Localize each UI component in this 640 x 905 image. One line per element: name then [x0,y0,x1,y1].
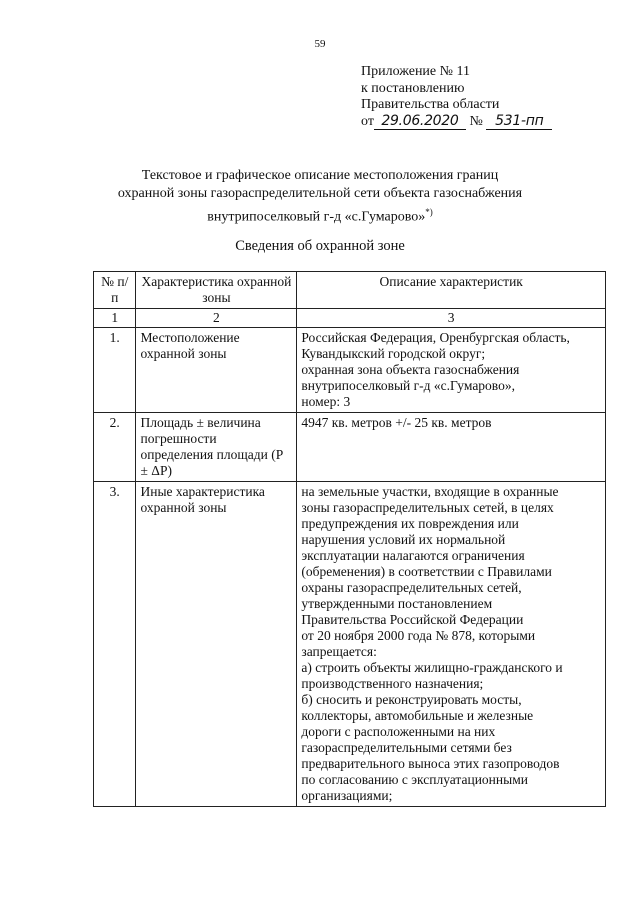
section-subtitle: Сведения об охранной зоне [235,238,405,254]
description-line: внутрипоселковый г-д «с.Гумарово», [301,378,515,393]
appendix-title: Приложение № 11 [361,64,470,79]
table-row [94,413,606,482]
description-line: организациями; [301,788,393,803]
table-row [94,328,606,413]
from-label: от [361,113,374,129]
description-line: Кувандыкский городской округ; [301,346,486,361]
row-num: 1. [94,328,136,413]
description-line: на земельные участки, входящие в охранные [301,484,559,499]
description-line: охранная зона объекта газоснабжения [301,362,520,377]
header-characteristic: Характеристика охранной зоны [136,272,297,309]
description-line: предупреждения их повреждения или [301,516,519,531]
description-line: нарушения условий их нормальной [301,532,506,547]
description-line: б) сносить и реконструировать мосты, [301,692,522,707]
description-line: Российская Федерация, Оренбургская область, [301,330,570,345]
appendix-reference: к постановлению [361,80,465,96]
description-line: эксплуатации налагаются ограничения [301,548,525,563]
row-description [297,482,606,807]
column-number-row [94,309,606,328]
appendix-authority: Правительства области [361,97,500,112]
description-line: (обременения) в соответствии с Правилами [301,564,552,579]
handwritten-date: 29.06.2020 [374,114,466,130]
zone-info-table [93,271,606,807]
description-line: по согласованию с эксплуатационными [301,772,528,787]
header-num: № п/п [94,272,136,309]
row-description [297,328,606,413]
title-line-3-text: внутрипоселковый г-д «с.Гумарово» [207,209,426,225]
row-characteristic: Иные характеристика охранной зоны [136,482,297,807]
description-line: предварительного выноса этих газопроводов [301,756,560,771]
description-line: охраны газораспределительных сетей, [301,580,522,595]
handwritten-number: 531-пп [486,114,552,130]
table-row [94,482,606,807]
description-line: 4947 кв. метров +/- 25 кв. метров [301,415,492,430]
row-characteristic: Местоположение охранной зоны [136,328,297,413]
row-num: 3. [94,482,136,807]
column-number: 2 [136,309,297,328]
column-number: 1 [94,309,136,328]
row-description [297,413,606,482]
title-line-2: охранной зоны газораспределительной сети объекта газоснабжения [117,186,523,201]
number-label: № [469,113,483,129]
description-line: от 20 ноября 2000 года № 878, которыми [301,628,536,643]
table-header-row [94,272,606,309]
description-line: дороги с расположенными на них [301,724,496,739]
description-line: а) строить объекты жилищно-гражданского и [301,660,563,675]
footnote-mark: *) [425,207,433,217]
row-num: 2. [94,413,136,482]
column-number: 3 [297,309,606,328]
description-line: утвержденными постановлением [301,596,493,611]
appendix-date-number-row [361,114,552,131]
row-characteristic: Площадь ± величина погрешности определения площади (P ± ΔP) [136,413,297,482]
page-number: 59 [314,38,326,50]
description-line: коллекторы, автомобильные и железные [301,708,534,723]
header-description: Описание характеристик [297,272,606,309]
description-line: газораспределительными сетями без [301,740,512,755]
description-line: зоны газораспределительных сетей, в целях [301,500,554,515]
description-line: запрещается: [301,644,377,659]
description-line: номер: 3 [301,394,351,409]
description-line: Правительства Российской Федерации [301,612,524,627]
document-title [60,167,580,227]
appendix-block [361,64,552,130]
description-line: производственного назначения; [301,676,484,691]
title-line-1: Текстовое и графическое описание местоположения границ [141,168,499,183]
title-line-3 [60,203,580,227]
